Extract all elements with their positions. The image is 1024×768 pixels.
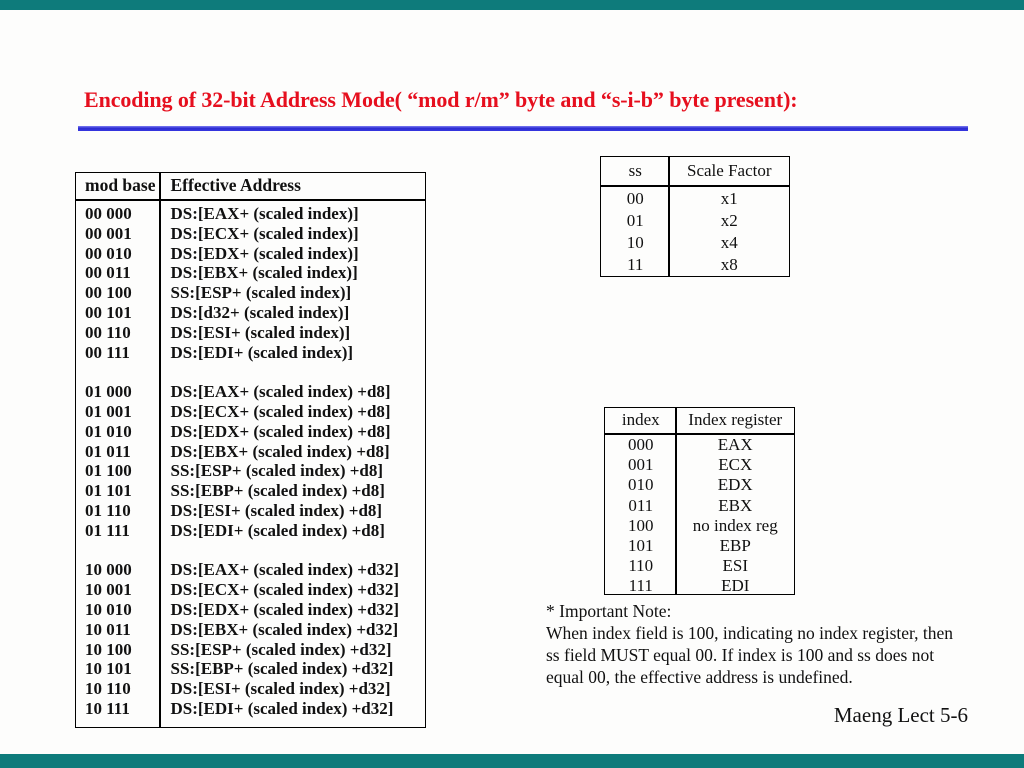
note-line: ss field MUST equal 00. If index is 100 and ss does not (546, 645, 935, 665)
index-register-column-header: Index register (688, 410, 783, 429)
table-row (601, 232, 789, 254)
value-cell: ESI (722, 556, 748, 576)
value-cell: DS:[EAX+ (scaled index) +d8] (170, 382, 391, 402)
table-row (601, 210, 789, 232)
header-separator-line (605, 433, 794, 435)
column-divider-line (675, 408, 677, 594)
table-row (76, 481, 425, 501)
table-row (601, 188, 789, 210)
code-cell: 10 000 (85, 560, 132, 580)
code-cell: 001 (628, 455, 654, 475)
footer-credit: Maeng Lect 5-6 (833, 703, 968, 727)
important-note-text (546, 600, 996, 688)
table-body (605, 433, 794, 597)
code-cell: 101 (628, 536, 654, 556)
note-line: * Important Note: (546, 601, 672, 621)
mod-base-column-header: mod base (85, 175, 156, 195)
header-separator-line (76, 199, 425, 201)
index-register-table (604, 407, 795, 595)
effective-address-column-header: Effective Address (170, 175, 301, 195)
value-cell: DS:[EDX+ (scaled index) +d32] (170, 599, 400, 619)
table-row (76, 323, 425, 343)
table-row (76, 422, 425, 442)
table-header-row (601, 157, 789, 185)
slide-title: Encoding of 32-bit Address Mode( “mod r/m” byte and “s-i-b” byte present): (84, 87, 798, 112)
value-cell: SS:[EBP+ (scaled index) +d8] (170, 481, 385, 501)
value-cell: DS:[ESI+ (scaled index) +d8] (170, 500, 383, 520)
value-cell: DS:[ECX+ (scaled index)] (170, 223, 359, 243)
value-cell: x1 (720, 189, 738, 208)
code-cell: 10 111 (85, 698, 130, 718)
value-cell: EDI (721, 576, 750, 596)
top-border-bar (0, 0, 1024, 10)
group-spacer (76, 362, 425, 382)
code-cell: 10 010 (85, 599, 132, 619)
table-row (76, 303, 425, 323)
code-cell: 01 (626, 211, 644, 230)
value-cell: DS:[EBX+ (scaled index) +d32] (170, 619, 399, 639)
column-divider-line (159, 173, 161, 727)
code-cell: 00 010 (85, 243, 132, 263)
code-cell: 00 110 (85, 322, 131, 342)
table-row (76, 263, 425, 283)
table-row (76, 620, 425, 640)
table-row (76, 560, 425, 580)
value-cell: DS:[EBX+ (scaled index) +d8] (170, 441, 390, 461)
code-cell: 01 010 (85, 421, 132, 441)
table-row (76, 461, 425, 481)
code-cell: 01 011 (85, 441, 131, 461)
table-row (605, 475, 794, 495)
table-header-row (605, 408, 794, 433)
header-separator-line (601, 185, 789, 187)
value-cell: DS:[EDI+ (scaled index) +d8] (170, 520, 385, 540)
code-cell: 00 (626, 189, 644, 208)
code-cell: 100 (628, 515, 654, 535)
table-row (76, 640, 425, 660)
table-row (76, 659, 425, 679)
code-cell: 111 (628, 576, 653, 596)
note-line: equal 00, the effective address is undefined. (546, 667, 853, 687)
table-row (76, 343, 425, 363)
bottom-border-bar (0, 754, 1024, 768)
mod-base-effective-address-table (75, 172, 426, 728)
value-cell: EBP (719, 536, 751, 556)
code-cell: 00 100 (85, 283, 132, 303)
table-row (76, 402, 425, 422)
code-cell: 000 (628, 435, 654, 454)
table-row (76, 224, 425, 244)
value-cell: x8 (720, 255, 738, 274)
table-row (76, 283, 425, 303)
value-cell: DS:[EDX+ (scaled index)] (170, 243, 359, 263)
table-body (76, 199, 425, 719)
table-row (76, 204, 425, 224)
value-cell: DS:[ESI+ (scaled index)] (170, 322, 351, 342)
value-cell: SS:[ESP+ (scaled index)] (170, 283, 352, 303)
scale-factor-column-header: Scale Factor (687, 161, 772, 180)
ss-column-header: ss (628, 161, 642, 180)
table-row (76, 382, 425, 402)
index-column-header: index (621, 410, 660, 429)
table-row (605, 536, 794, 556)
note-line: When index field is 100, indicating no index register, then (546, 623, 954, 643)
code-cell: 11 (627, 255, 644, 274)
code-cell: 00 101 (85, 302, 132, 322)
table-row (76, 521, 425, 541)
table-row (76, 600, 425, 620)
table-row (601, 254, 789, 276)
code-cell: 01 001 (85, 401, 132, 421)
code-cell: 10 001 (85, 580, 132, 600)
table-row (76, 501, 425, 521)
value-cell: EBX (718, 495, 753, 515)
table-body (601, 185, 789, 276)
value-cell: x4 (720, 233, 738, 252)
value-cell: SS:[EBP+ (scaled index) +d32] (170, 659, 394, 679)
group-spacer (76, 541, 425, 561)
table-row (76, 699, 425, 719)
table-row (605, 455, 794, 475)
value-cell: EDX (717, 475, 753, 495)
code-cell: 00 000 (85, 204, 132, 223)
value-cell: SS:[ESP+ (scaled index) +d32] (170, 639, 392, 659)
table-row (605, 496, 794, 516)
value-cell: DS:[d32+ (scaled index)] (170, 302, 350, 322)
value-cell: DS:[EDI+ (scaled index) +d32] (170, 698, 394, 718)
code-cell: 00 011 (85, 263, 131, 283)
table-row (76, 244, 425, 264)
code-cell: 00 111 (85, 342, 130, 362)
value-cell: DS:[EAX+ (scaled index)] (170, 204, 359, 223)
table-row (605, 435, 794, 455)
code-cell: 110 (628, 556, 654, 576)
ss-scale-factor-table (600, 156, 790, 277)
code-cell: 01 000 (85, 382, 132, 402)
value-cell: DS:[EDI+ (scaled index)] (170, 342, 354, 362)
title-underline-rule (78, 126, 968, 131)
value-cell: DS:[EDX+ (scaled index) +d8] (170, 421, 391, 441)
value-cell: no index reg (692, 515, 778, 535)
table-row (76, 679, 425, 699)
table-row (76, 580, 425, 600)
code-cell: 01 100 (85, 461, 132, 481)
code-cell: 010 (628, 475, 654, 495)
table-row (605, 576, 794, 596)
column-divider-line (668, 157, 670, 276)
code-cell: 10 101 (85, 659, 132, 679)
value-cell: DS:[ECX+ (scaled index) +d32] (170, 580, 400, 600)
value-cell: SS:[ESP+ (scaled index) +d8] (170, 461, 384, 481)
value-cell: DS:[ECX+ (scaled index) +d8] (170, 401, 391, 421)
code-cell: 00 001 (85, 223, 132, 243)
code-cell: 01 101 (85, 481, 132, 501)
code-cell: 01 111 (85, 520, 130, 540)
value-cell: x2 (720, 211, 738, 230)
table-row (76, 442, 425, 462)
value-cell: DS:[EAX+ (scaled index) +d32] (170, 560, 400, 580)
code-cell: 10 110 (85, 679, 131, 699)
code-cell: 011 (628, 495, 654, 515)
table-row (605, 516, 794, 536)
value-cell: DS:[EBX+ (scaled index)] (170, 263, 358, 283)
value-cell: ECX (718, 455, 753, 475)
value-cell: EAX (717, 435, 753, 454)
code-cell: 10 (626, 233, 644, 252)
table-row (605, 556, 794, 576)
value-cell: DS:[ESI+ (scaled index) +d32] (170, 679, 391, 699)
code-cell: 10 100 (85, 639, 132, 659)
code-cell: 10 011 (85, 619, 131, 639)
code-cell: 01 110 (85, 500, 131, 520)
table-header-row (76, 173, 425, 199)
